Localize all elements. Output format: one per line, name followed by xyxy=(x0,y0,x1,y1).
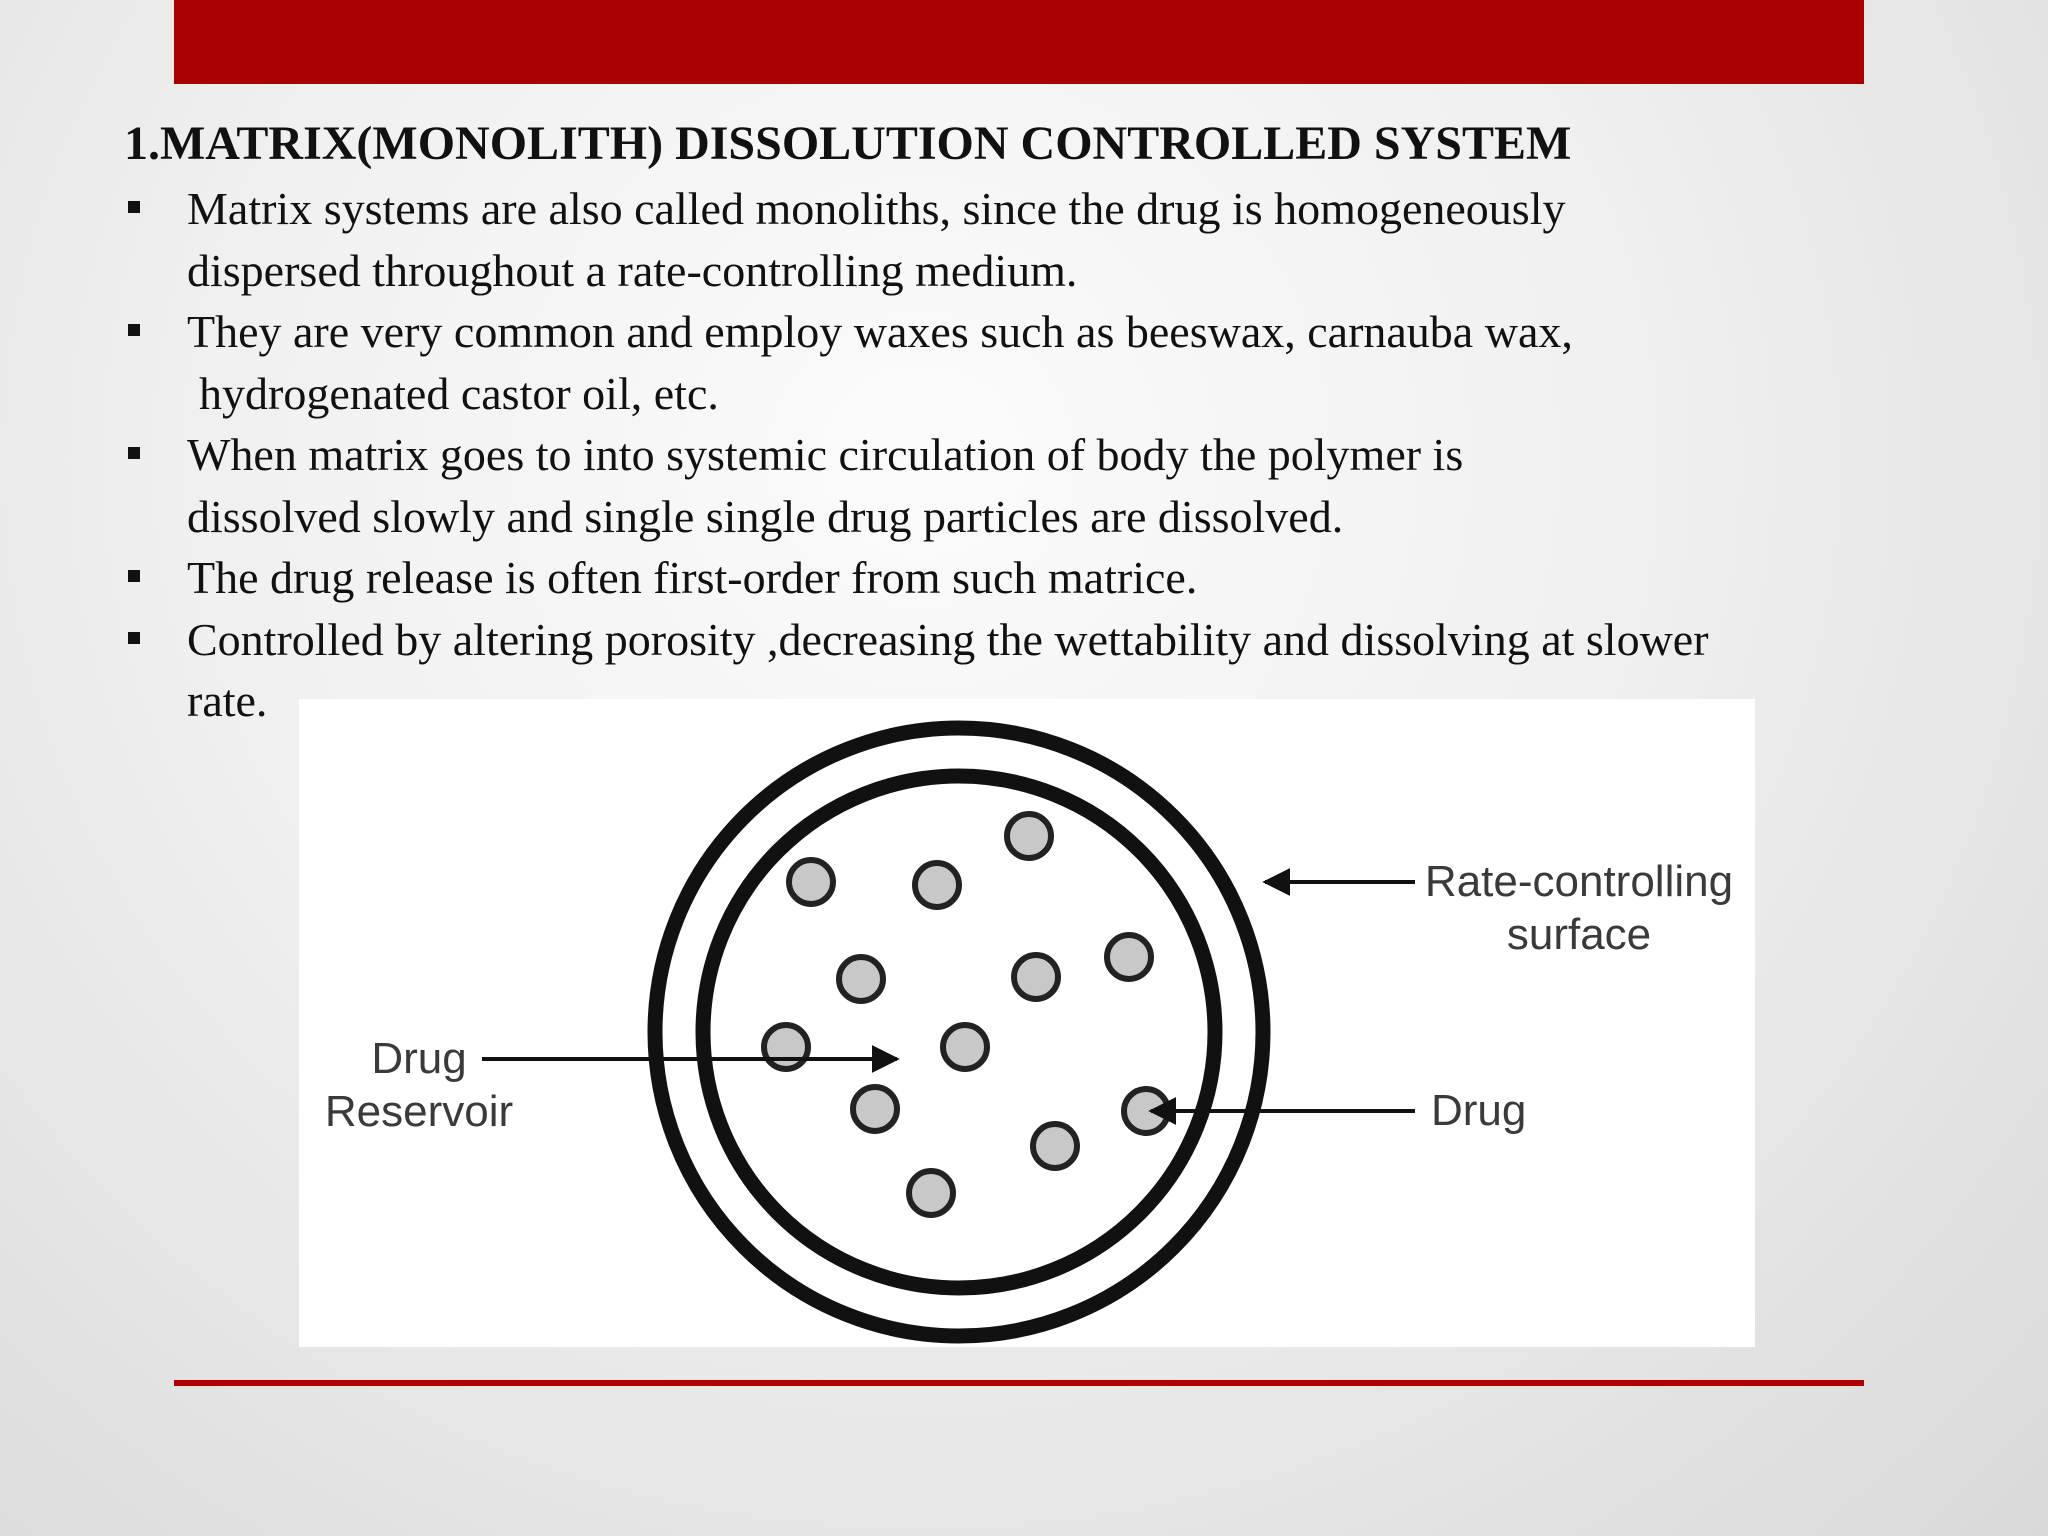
drug-particle xyxy=(909,1171,953,1215)
drug-particle xyxy=(853,1087,897,1131)
reservoir-label: Reservoir xyxy=(324,1087,514,1136)
slide-heading: 1.MATRIX(MONOLITH) DISSOLUTION CONTROLLED SYSTEM xyxy=(124,117,1572,170)
bullet-list xyxy=(124,178,1866,732)
square-bullet-icon xyxy=(128,632,140,644)
drug-particle xyxy=(1107,935,1151,979)
bullet-line: They are very common and employ waxes such as beeswax, carnauba wax, xyxy=(187,306,1573,357)
surface-label: surface xyxy=(1506,910,1652,959)
drug-particles xyxy=(764,814,1168,1215)
drug-particle xyxy=(839,957,883,1001)
drug-particle xyxy=(943,1025,987,1069)
bullet-item xyxy=(124,547,1866,609)
bullet-line: Controlled by altering porosity ,decreasing the wettability and dissolving at slower xyxy=(187,613,1709,665)
drug-particle xyxy=(915,863,959,907)
square-bullet-icon xyxy=(128,324,140,336)
bullet-line: dispersed throughout a rate-controlling medium. xyxy=(187,244,1078,296)
bullet-line: Matrix systems are also called monoliths, since the drug is homogeneously xyxy=(187,183,1566,234)
rate-controlling-label: Rate-controlling xyxy=(1424,857,1734,906)
drug-reservoir-label: Drug xyxy=(371,1034,467,1083)
drug-particle xyxy=(789,860,833,904)
drug-particle xyxy=(1014,955,1058,999)
bullet-item xyxy=(124,424,1866,547)
bullet-line: dissolved slowly and single single drug particles are dissolved. xyxy=(187,490,1344,542)
bullet-line: rate. xyxy=(187,675,268,726)
drug-particle xyxy=(1007,814,1051,858)
drug-particle xyxy=(764,1025,808,1069)
bullet-item xyxy=(124,301,1866,424)
bullet-item xyxy=(124,178,1866,301)
top-accent-bar xyxy=(174,0,1864,84)
matrix-system-diagram xyxy=(299,699,1755,1347)
bullet-line: hydrogenated castor oil, etc. xyxy=(199,367,719,419)
square-bullet-icon xyxy=(128,570,140,582)
drug-label: Drug xyxy=(1431,1086,1527,1135)
square-bullet-icon xyxy=(128,447,140,459)
square-bullet-icon xyxy=(128,201,140,213)
bullet-line: When matrix goes to into systemic circulation of body the polymer is xyxy=(187,429,1464,480)
bottom-divider xyxy=(174,1380,1864,1386)
bullet-line: The drug release is often first-order from such matrice. xyxy=(187,552,1198,603)
drug-particle xyxy=(1033,1124,1077,1168)
